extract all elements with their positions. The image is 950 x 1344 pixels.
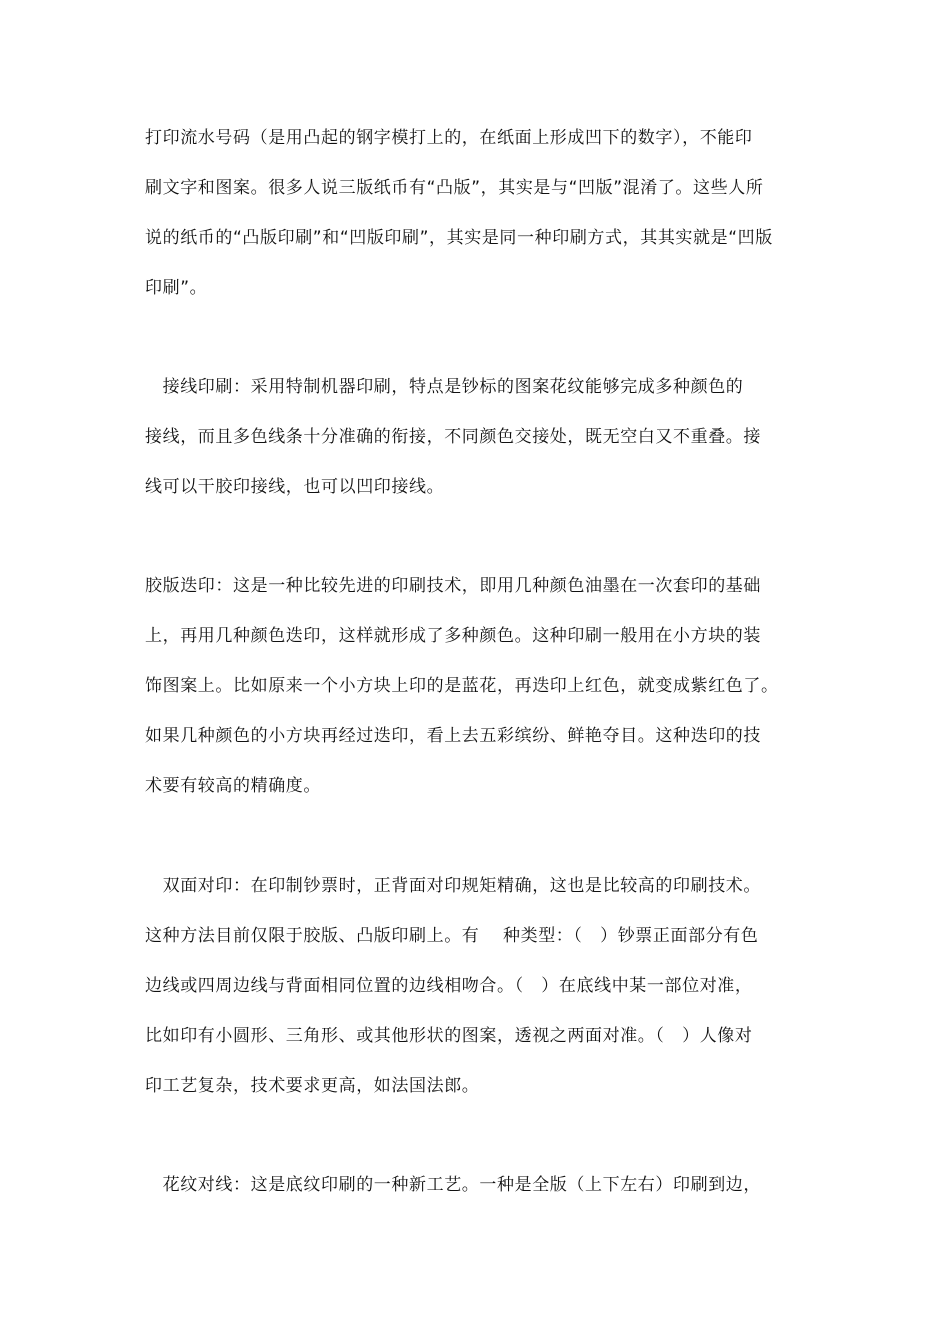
text-line: 上，再用几种颜色迭印，这样就形成了多种颜色。这种印刷一般用在小方块的装: [145, 626, 761, 646]
text-line: 接线印刷：采用特制机器印刷，特点是钞标的图案花纹能够完成多种颜色的: [145, 377, 744, 397]
text-line: 印刷”。: [145, 278, 208, 298]
paragraph-serial-number-printing: [145, 113, 810, 313]
text-line: 花纹对线：这是底纹印刷的一种新工艺。一种是全版（上下左右）印刷到边，: [145, 1175, 761, 1195]
text-line: 打印流水号码（是用凸起的钢字模打上的，在纸面上形成凹下的数字），不能印: [145, 128, 753, 148]
text-line: 接线，而且多色线条十分准确的衔接，不同颜色交接处，既无空白又不重叠。接: [145, 427, 761, 447]
text-line: 如果几种颜色的小方块再经过迭印，看上去五彩缤纷、鲜艳夺目。这种迭印的技: [145, 726, 761, 746]
text-line: 这种方法目前仅限于胶版、凸版印刷上。有 种类型：（ ）钞票正面部分有色: [145, 926, 759, 946]
text-line: 说的纸币的“凸版印刷”和“凹版印刷”，其实是同一种印刷方式，其其实就是“凹版: [145, 228, 773, 248]
text-line: 印工艺复杂，技术要求更高，如法国法郎。: [145, 1076, 480, 1096]
text-line: 胶版迭印：这是一种比较先进的印刷技术，即用几种颜色油墨在一次套印的基础: [145, 576, 761, 596]
paragraph-offset-overprint: [145, 561, 810, 811]
text-line: 饰图案上。比如原来一个小方块上印的是蓝花，再迭印上红色，就变成紫红色了。: [145, 676, 779, 696]
text-line: 线可以干胶印接线，也可以凹印接线。: [145, 477, 445, 497]
paragraph-double-sided-registration: [145, 861, 810, 1111]
paragraph-pattern-alignment: [145, 1160, 810, 1210]
text-line: 刷文字和图案。很多人说三版纸币有“凸版”，其实是与“凹版”混淆了。这些人所: [145, 178, 764, 198]
text-line: 术要有较高的精确度。: [145, 776, 321, 796]
text-line: 双面对印：在印制钞票时，正背面对印规矩精确，这也是比较高的印刷技术。: [145, 876, 761, 896]
paragraph-line-joining-printing: [145, 362, 810, 512]
text-line: 边线或四周边线与背面相同位置的边线相吻合。（ ）在底线中某一部位对准，: [145, 976, 753, 996]
text-line: 比如印有小圆形、三角形、或其他形状的图案，透视之两面对准。（ ）人像对: [145, 1026, 753, 1046]
